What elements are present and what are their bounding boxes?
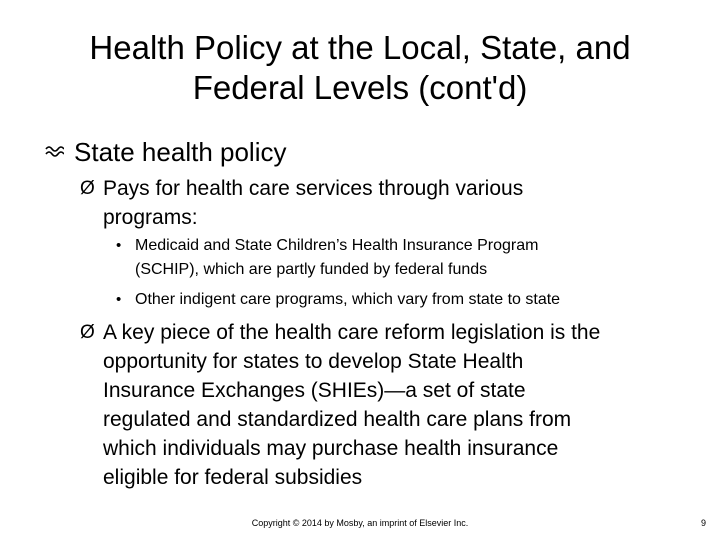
wave-bullet-icon (44, 142, 64, 162)
arrow-bullet-icon: Ø (80, 322, 95, 343)
bullet-level3-item (135, 234, 695, 282)
arrow-bullet-icon: Ø (80, 178, 95, 199)
page-number: 9 (700, 518, 706, 528)
bullet-line: Medicaid and State Children’s Health Insurance Program (135, 237, 539, 254)
bullet-line: regulated and standardized health care plans from (103, 408, 572, 431)
slide-title-line-2: Federal Levels (cont'd) (192, 69, 528, 106)
bullet-line: Pays for health care services through various (103, 177, 524, 200)
slide-title (30, 28, 690, 108)
bullet-level1-text: State health policy (74, 137, 287, 167)
dot-bullet-icon: • (116, 237, 122, 254)
footer-copyright: Copyright © 2014 by Mosby, an imprint of Elsevier Inc. (251, 518, 469, 528)
bullet-level2-item (103, 318, 683, 492)
bullet-line: A key piece of the health care reform legislation is the (103, 321, 601, 344)
bullet-line: programs: (103, 206, 198, 229)
slide-title-line-1: Health Policy at the Local, State, and (89, 29, 631, 66)
dot-bullet-icon: • (116, 291, 122, 308)
bullet-line: eligible for federal subsidies (103, 466, 363, 489)
bullet-level2-item (103, 174, 683, 232)
bullet-line: which individuals may purchase health insurance (103, 437, 559, 460)
bullet-line: (SCHIP), which are partly funded by federal funds (135, 261, 488, 278)
bullet-line: opportunity for states to develop State Health (103, 350, 524, 373)
bullet-line: Insurance Exchanges (SHIEs)—a set of state (103, 379, 526, 402)
bullet-level3-item (135, 288, 695, 312)
bullet-line: Other indigent care programs, which vary from state to state (135, 291, 561, 308)
